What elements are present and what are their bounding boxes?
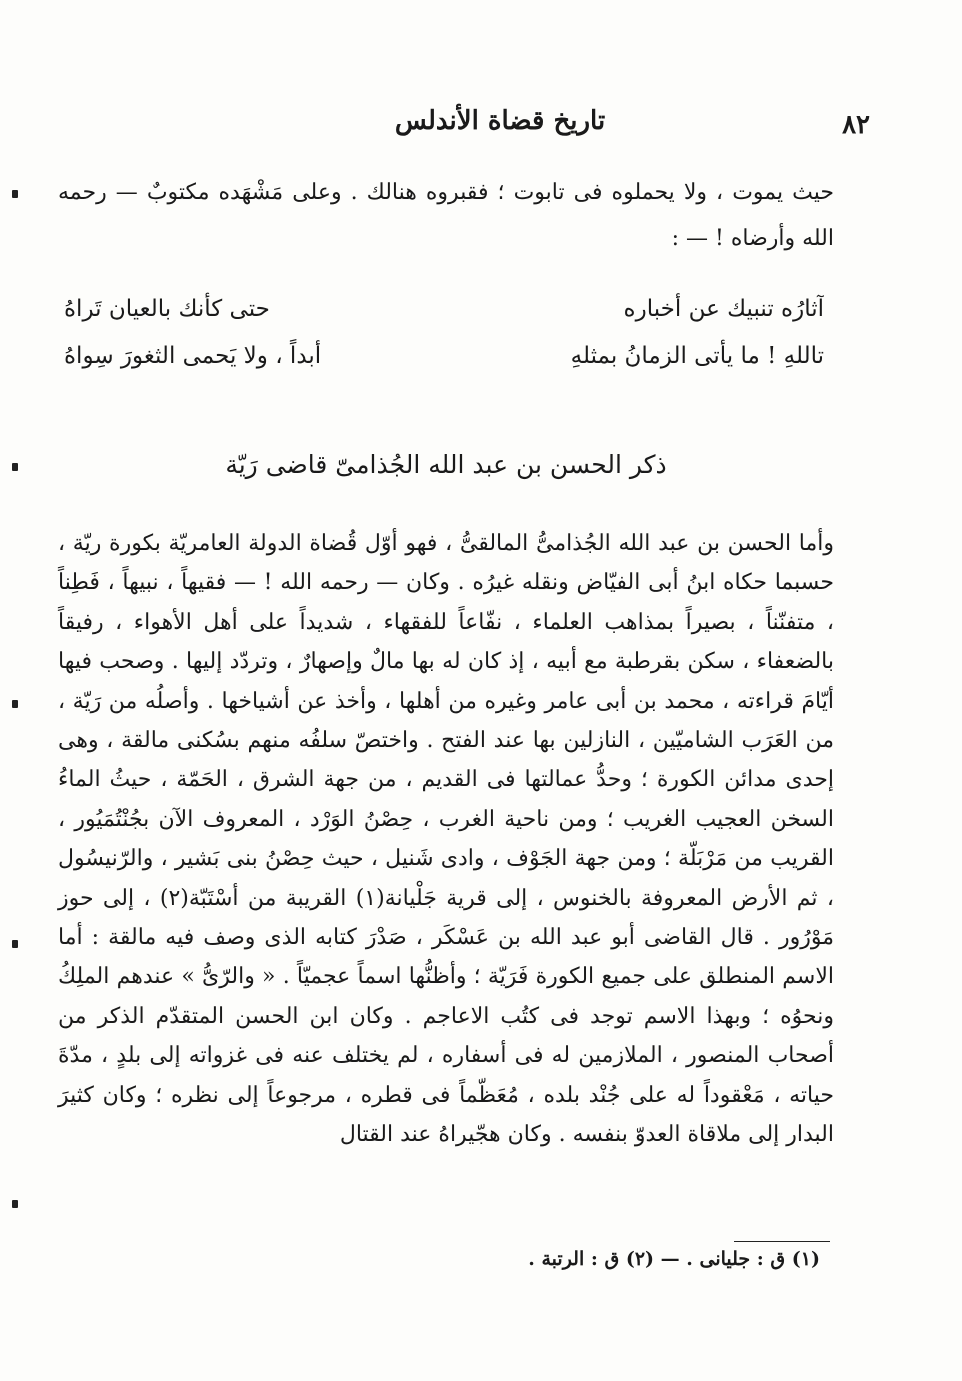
margin-mark (12, 700, 18, 708)
footnote-divider (734, 1241, 830, 1242)
hemistich-first: آثارُه تنبيك عن أخباره (623, 296, 824, 322)
poem (64, 286, 824, 380)
hemistich-second: حتى كأنك بالعيان تَراهُ (64, 296, 270, 322)
page-header (130, 106, 870, 146)
section-heading: ذكر الحسن بن عبد الله الجُذامىّ قاضى رَيّة (225, 450, 667, 479)
margin-mark (12, 190, 18, 198)
margin-mark (12, 940, 18, 948)
running-title: تاريخ قضاة الأندلس (394, 106, 606, 136)
margin-mark (12, 463, 18, 471)
body-paragraph: وأما الحسن بن عبد الله الجُذامىُّ المالقىُّ ، فهو أوّل قُضاة الدولة العامريّة بكورة ريّة ، حسبما حكاه ابنُ أبى الفيّاض ونقله غيرُه . وكان — رحمه الله ! — فقيهاً ، نبيهاً ، فَطِناً ، متفنّناً ، بصيراً بمذاهب العلماء ، نفّاعاً للفقهاء ، شديداً على أهل الأهواء ، رفيقاً بالضعفاء ، سكن بقرطبة مع أبيه ، إذ كان له بها مالٌ وإصهارٌ ، وتردّد إليها . وصحب فيها أيّامَ قراءته ، محمد بن أبى عامر وغيره من أهلها ، وأخذ عن أشياخها . وأصلُه من رَيّة ، من العَرَب الشاميّين ، النازلين بها عند الفتح . واختصّ سلفُه منهم بسُكنى مالقة ، وهى إحدى مدائن الكورة ؛ وحدُّ عمالتها فى القديم ، من جهة الشرق ، الحَمّة ، حيثُ الماءُ السخن العجيب الغريب ؛ ومن ناحية الغرب ، حِصْنُ الوَرْد ، المعروف الآن بجُنْتُمَيُور ، القريب من مَرْبَلّة ؛ ومن جهة الجَوْف ، وادى شَنيل ، حيث حِصْنُ بنى بَشير ، والرّنيسُول ، ثم الأرض المعروفة بالخنوس ، إلى قرية جَلْيانة(١) القريبة من أسْتَبّة(٢) ، إلى حوز مَوْرُور . قال القاضى أبو عبد الله بن عَسْكَر ، صَدْرَ كتابه الذى وصف فيه مالقة : أما الاسم المنطلق على جميع الكورة فَرَيّة ؛ وأظنُّها اسماً عجميّاً . « والرّىُّ » عندهم الملِكُ ونحوُه ؛ وبهذا الاسم توجد فى كتُب الاعاجم . وكان ابن الحسن المتقدّم الذكر من أصحاب المنصور ، الملازمين له فى أسفاره ، لم يختلف عنه فى غزواته إلى بلدٍ ، مدّةَ حياته ، مَعْقوداً له على جُنْد بلده ، مُعَظّماً فى قطره ، مرجوعاً إلى نظره ؛ وكان كثيرَ البدار إلى ملاقاة العدوّ بنفسه . وكان هجّيراهُ عند القتال (58, 531, 835, 1148)
hemistich-first: تاللهِ ! ما يأتى الزمانُ بمثلهِ (570, 343, 824, 369)
body-text (58, 524, 834, 1155)
footnotes: (١) ق : جليانى . — (٢) ق : الرتبة . (528, 1248, 820, 1270)
intro-paragraph: حيث يموت ، ولا يحملوه فى تابوت ؛ فقبروه هنالك . وعلى مَشْهَده مكتوبٌ — رحمه الله وأرضاه ! — : (58, 180, 834, 251)
intro-text (58, 170, 834, 262)
poem-verse (64, 333, 824, 380)
hemistich-second: أبداً ، ولا يَحمى الثغورَ سِواهُ (64, 343, 322, 369)
poem-verse (64, 286, 824, 333)
page-number: ٨٢ (842, 110, 870, 140)
margin-mark (12, 1200, 18, 1208)
